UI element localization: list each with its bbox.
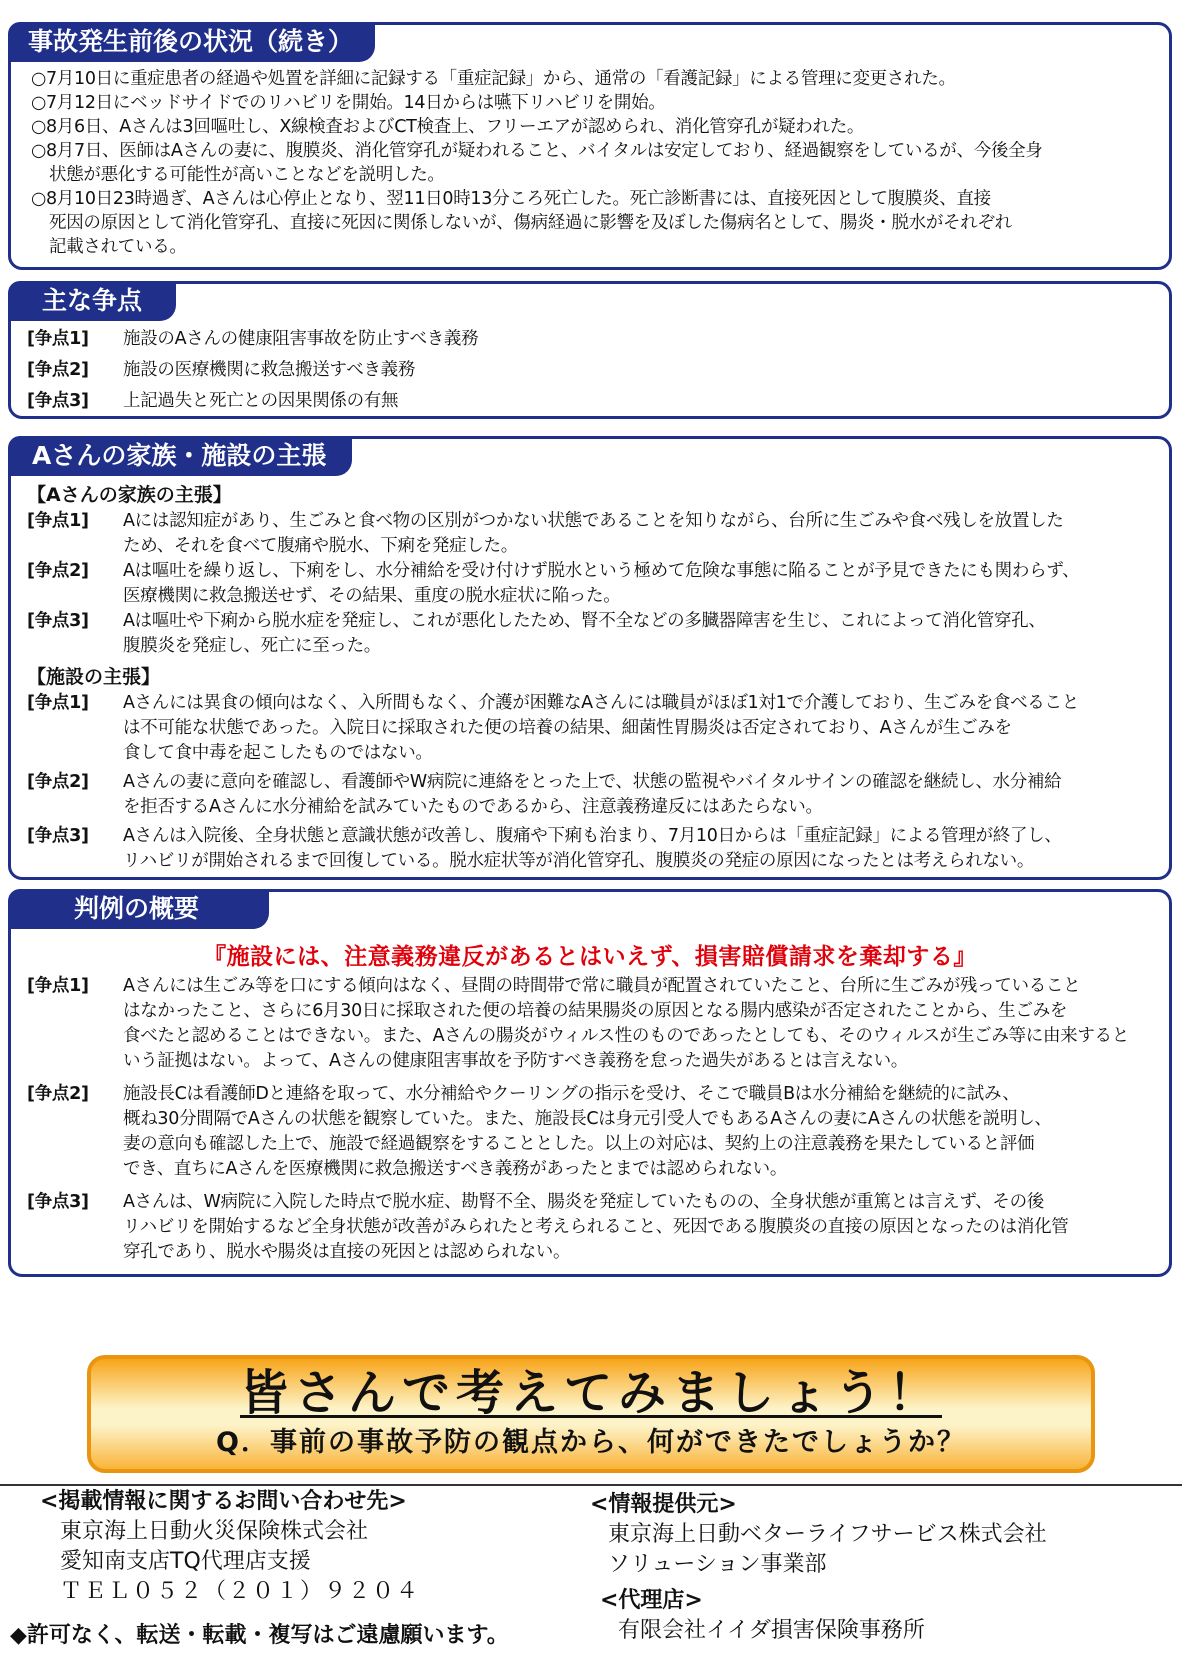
status-line: ○8月7日、医師はAさんの妻に、腹膜炎、消化管穿孔が疑われること、バイタルは安定しており、経過観察をしているが、今後全身	[31, 141, 1043, 161]
section-title: 事故発生前後の状況（続き）	[8, 22, 375, 62]
provider-heading: <情報提供元>	[590, 1492, 737, 1517]
issue-tag: [争点3]	[27, 1192, 89, 1212]
claim-text: Aは嘔吐を繰り返し、下痢をし、水分補給を受け付けず脱水という極めて危険な事態に陥ることが予見できたにも関わらず、	[123, 561, 1080, 581]
section-claims	[8, 436, 1172, 880]
section-main-issues	[8, 281, 1172, 419]
status-line: ○8月10日23時過ぎ、Aさんは心停止となり、翌11日0時13分ころ死亡した。死亡診断書には、直接死因として腹膜炎、直接	[31, 189, 991, 209]
section-title: 主な争点	[8, 281, 176, 321]
claim-item	[27, 691, 1155, 766]
status-line: 記載されている。	[49, 237, 187, 257]
provider-line: 東京海上日動ベターライフサービス株式会社	[608, 1522, 1047, 1547]
judgment-text: 妻の意向も確認した上で、施設で経過観察をすることとした。以上の対応は、契約上の注意義務を果たしていると評価	[123, 1134, 1035, 1154]
claim-text: Aさんには異食の傾向はなく、入所間もなく、介護が困難なAさんには職員がほぼ1対1で介護しており、生ごみを食べること	[123, 693, 1079, 713]
judgment-text: はなかったこと、さらに6月30日に採取された便の培養の結果腸炎の原因となる腸内感染が否定されたことから、生ごみを	[123, 1001, 1068, 1021]
footer-divider	[0, 1484, 1182, 1486]
status-line: ○7月12日にベッドサイドでのリハビリを開始。14日からは嚥下リハビリを開始。	[31, 93, 666, 113]
claim-text: Aは嘔吐や下痢から脱水症を発症し、これが悪化したため、腎不全などの多臓器障害を生じ、これによって消化管穿孔、	[123, 611, 1046, 631]
judgment-text: 概ね30分間隔でAさんの状態を観察していた。また、施設長Cは身元引受人でもあるAさんの妻にAさんの状態を説明し、	[123, 1109, 1052, 1129]
claim-text: Aには認知症があり、生ごみと食べ物の区別がつかない状態であることを知りながら、台所に生ごみや食べ残しを放置した	[123, 511, 1064, 531]
verdict-text: 『施設には、注意義務違反があるとはいえず、損害賠償請求を棄却する』	[203, 944, 977, 970]
issue-item	[27, 324, 1155, 355]
section-accident-status	[8, 22, 1172, 270]
provider-line: ソリューション事業部	[608, 1552, 827, 1577]
claim-text: ため、それを食べて腹痛や脱水、下痢を発症した。	[123, 536, 518, 556]
agency-heading: <代理店>	[600, 1588, 703, 1613]
judgment-text: Aさんは、W病院に入院した時点で脱水症、勘腎不全、腸炎を発症していたものの、全身状態が重篤とは言えず、その後	[123, 1192, 1044, 1212]
issue-tag: [争点1]	[27, 329, 89, 349]
contact-line: 東京海上日動火災保険株式会社	[60, 1519, 369, 1544]
claim-text: 食して食中毒を起こしたものではない。	[123, 743, 433, 763]
claim-text: を拒否するAさんに水分補給を試みていたものであるから、注意義務違反にはあたらない。	[123, 797, 823, 817]
contact-block	[40, 1487, 420, 1607]
judgment-text: 施設長Cは看護師Dと連絡を取って、水分補給やクーリングの指示を受け、そこで職員Bは水分補給を継続的に試み、	[123, 1084, 1020, 1104]
banner-title: 皆さんで考えてみましょう！	[239, 1365, 942, 1421]
claim-item	[27, 609, 1155, 659]
judgment-text: 穿孔であり、脱水や腸炎は直接の死因とは認められない。	[123, 1242, 571, 1262]
issue-tag: [争点3]	[27, 826, 89, 846]
agency-block	[600, 1586, 925, 1646]
issue-tag: [争点3]	[27, 391, 89, 411]
issue-tag: [争点2]	[27, 1084, 89, 1104]
issue-item	[27, 386, 1155, 417]
provider-block	[590, 1490, 1047, 1580]
issue-text: 上記過失と死亡との因果関係の有無	[123, 391, 399, 411]
claim-text: 医療機関に救急搬送せず、その結果、重度の脱水症状に陥った。	[123, 586, 621, 606]
claim-text: は不可能な状態であった。入院日に採取された便の培養の結果、細菌性胃腸炎は否定されており、Aさんが生ごみを	[123, 718, 1012, 738]
status-line: ○8月6日、Aさんは3回嘔吐し、X線検査およびCT検査上、フリーエアが認められ、消化管穿孔が疑われた。	[31, 117, 865, 137]
claim-text: 腹膜炎を発症し、死亡に至った。	[123, 636, 381, 656]
issue-tag: [争点2]	[27, 772, 89, 792]
issue-tag: [争点1]	[27, 693, 89, 713]
claim-item	[27, 824, 1155, 874]
claim-item	[27, 770, 1155, 820]
issue-text: 施設のAさんの健康阻害事故を防止すべき義務	[123, 329, 479, 349]
issue-text: 施設の医療機関に救急搬送すべき義務	[123, 360, 416, 380]
family-claim-heading: 【Aさんの家族の主張】	[27, 484, 232, 506]
contact-line: 愛知南支店TQ代理店支援	[60, 1549, 311, 1574]
judgment-item	[27, 1190, 1155, 1265]
copy-warning: ◆許可なく、転送・転載・複写はご遠慮願います。	[10, 1623, 509, 1648]
banner-question: Q．事前の事故予防の観点から、何ができたでしょうか？	[216, 1427, 966, 1458]
issue-tag: [争点2]	[27, 561, 89, 581]
judgment-text: でき、直ちにAさんを医療機関に救急搬送すべき義務があったとまでは認められない。	[123, 1159, 788, 1179]
status-line: 状態が悪化する可能性が高いことなどを説明した。	[49, 165, 445, 185]
issue-tag: [争点1]	[27, 976, 89, 996]
claim-text: Aさんは入院後、全身状態と意識状態が改善し、腹痛や下痢も治まり、7月10日からは「重症記録」による管理が終了し、	[123, 826, 1062, 846]
section-judgment-summary	[8, 889, 1172, 1277]
section-title: 判例の概要	[8, 889, 269, 929]
claim-text: リハビリが開始されるまで回復している。脱水症状等が消化管穿孔、腹膜炎の発症の原因になったとは考えられない。	[123, 851, 1035, 871]
claim-text: Aさんの妻に意向を確認し、看護師やW病院に連絡をとった上で、状態の監視やバイタルサインの確認を継続し、水分補給	[123, 772, 1062, 792]
judgment-text: 食べたと認めることはできない。また、Aさんの腸炎がウィルス性のものであったとしても、そのウィルスが生ごみ等に由来すると	[123, 1026, 1129, 1046]
status-line: ○7月10日に重症患者の経過や処置を詳細に記録する「重症記録」から、通常の「看護記録」による管理に変更された。	[31, 69, 956, 89]
facility-claim-heading: 【施設の主張】	[27, 666, 161, 688]
judgment-text: リハビリを開始するなど全身状態が改善がみられたと考えられること、死因である腹膜炎の直接の原因となったのは消化管	[123, 1217, 1069, 1237]
issue-tag: [争点3]	[27, 611, 89, 631]
claim-item	[27, 509, 1155, 559]
judgment-item	[27, 1082, 1155, 1182]
judgment-text: Aさんには生ごみ等を口にする傾向はなく、昼間の時間帯で常に職員が配置されていたこと、台所に生ごみが残っていること	[123, 976, 1081, 996]
judgment-item	[27, 974, 1155, 1074]
section-title: Aさんの家族・施設の主張	[8, 436, 352, 476]
contact-phone: ＴＥＬ０５２（２０１）９２０４	[60, 1579, 421, 1604]
issue-item	[27, 355, 1155, 386]
status-line: 死因の原因として消化管穿孔、直接に死因に関係しないが、傷病経過に影響を及ぼした傷病名として、腸炎・脱水がそれぞれ	[49, 213, 1012, 233]
judgment-text: いう証拠はない。よって、Aさんの健康阻害事故を予防すべき義務を怠った過失があるとは言えない。	[123, 1051, 908, 1071]
claim-item	[27, 559, 1155, 609]
agency-line: 有限会社イイダ損害保険事務所	[618, 1618, 925, 1643]
discussion-banner	[87, 1355, 1095, 1473]
issue-tag: [争点2]	[27, 360, 89, 380]
issue-tag: [争点1]	[27, 511, 89, 531]
contact-heading: <掲載情報に関するお問い合わせ先>	[40, 1489, 407, 1514]
